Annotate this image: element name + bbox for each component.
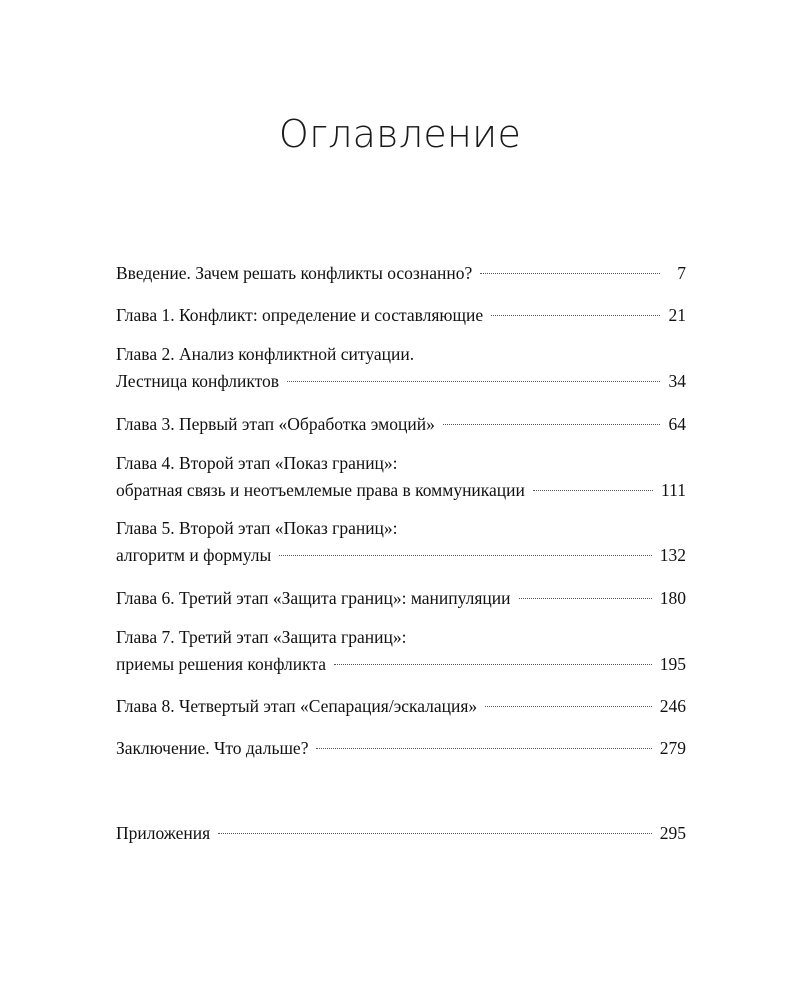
toc-entry-row <box>116 817 686 844</box>
toc-entry-title-line1: Глава 5. Второй этап «Показ границ»: <box>116 518 398 538</box>
toc-entry-row <box>116 582 686 609</box>
toc-entry-row <box>116 474 686 501</box>
toc-page-number: 279 <box>659 738 686 758</box>
toc-entry-title-line1: Глава 2. Анализ конфликтной ситуации. <box>116 344 415 364</box>
toc-page-number: 295 <box>659 823 686 843</box>
toc-entry-title-line1: Глава 4. Второй этап «Показ границ»: <box>116 453 398 473</box>
dot-leader <box>519 582 652 604</box>
toc-entry-chapter-8[interactable] <box>116 690 686 717</box>
toc-entry-row <box>116 408 686 435</box>
toc-entry-chapter-5[interactable] <box>116 517 686 566</box>
toc-entry-chapter-2[interactable] <box>116 343 686 392</box>
toc-entry-title: Заключение. Что дальше? <box>116 738 309 758</box>
toc-entry-title: Глава 6. Третий этап «Защита границ»: манипуляции <box>116 588 511 608</box>
toc-page-number: 180 <box>659 588 686 608</box>
toc-entry-title-line1: Глава 7. Третий этап «Защита границ»: <box>116 627 407 647</box>
toc-page-number: 111 <box>661 480 686 500</box>
dot-leader <box>316 732 651 754</box>
dot-leader <box>533 474 653 496</box>
dot-leader <box>218 817 652 839</box>
toc-page-number: 132 <box>659 545 686 565</box>
toc-entry-title: Лестница конфликтов <box>116 371 280 391</box>
toc-entry-chapter-4[interactable] <box>116 452 686 501</box>
toc-entry-appendices[interactable] <box>116 817 686 844</box>
toc-entry-row <box>116 299 686 326</box>
toc-entry-title: Глава 1. Конфликт: определение и составляющие <box>116 305 484 325</box>
toc-entry-chapter-6[interactable] <box>116 582 686 609</box>
toc-entry-title: Введение. Зачем решать конфликты осознанно? <box>116 263 473 283</box>
toc-page-number: 246 <box>659 696 686 716</box>
dot-leader <box>334 648 652 670</box>
toc-entry-title: алгоритм и формулы <box>116 545 272 565</box>
dot-leader <box>480 257 660 279</box>
dot-leader <box>491 299 660 321</box>
toc-entry-row <box>116 648 686 675</box>
toc-entry-chapter-3[interactable] <box>116 408 686 435</box>
toc-entry-chapter-7[interactable] <box>116 626 686 675</box>
toc-entry-introduction[interactable] <box>116 257 686 284</box>
toc-entry-title: обратная связь и неотъемлемые права в коммуникации <box>116 480 525 500</box>
toc-entry-row <box>116 732 686 759</box>
toc-entry-row <box>116 365 686 392</box>
toc-page-number: 21 <box>668 305 686 325</box>
toc-entry-title: Приложения <box>116 823 211 843</box>
toc-page-number: 195 <box>659 654 686 674</box>
toc-page-number: 64 <box>668 414 686 434</box>
toc-entry-row <box>116 257 686 284</box>
dot-leader <box>485 690 652 712</box>
dot-leader <box>287 365 660 387</box>
toc-entry-title: Глава 8. Четвертый этап «Сепарация/эскалация» <box>116 696 478 716</box>
toc-entry-chapter-1[interactable] <box>116 299 686 326</box>
toc-entry-title: приемы решения конфликта <box>116 654 326 674</box>
toc-page-number: 34 <box>668 371 686 391</box>
dot-leader <box>279 539 652 561</box>
toc-entry-row <box>116 690 686 717</box>
toc-entry-conclusion[interactable] <box>116 732 686 759</box>
dot-leader <box>443 408 660 430</box>
toc-page-number: 7 <box>677 263 686 283</box>
page-title: Оглавление <box>278 112 522 156</box>
toc-entry-title: Глава 3. Первый этап «Обработка эмоций» <box>116 414 435 434</box>
toc-entry-row <box>116 539 686 566</box>
